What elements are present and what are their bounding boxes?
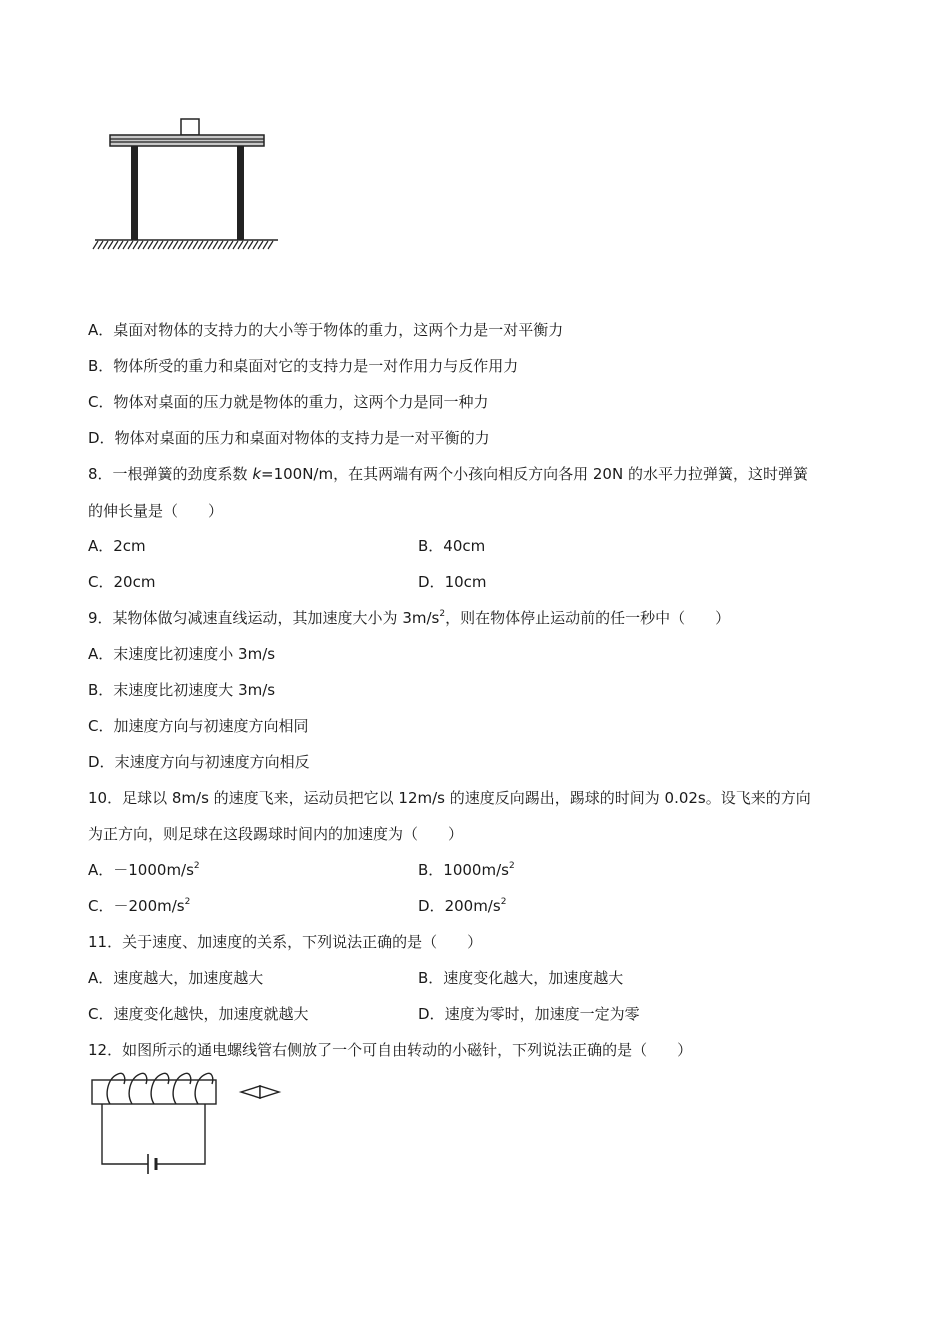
battery-icon — [148, 1154, 156, 1174]
q10-option-b — [418, 859, 515, 881]
hatch-mark — [228, 241, 233, 249]
option-letter: B． — [418, 969, 444, 987]
hatch-mark — [98, 241, 103, 249]
q8-option-a — [88, 535, 146, 557]
hatch-mark — [108, 241, 113, 249]
superscript: 2 — [508, 861, 515, 871]
option-text: 20cm — [113, 573, 156, 591]
stem-text: 8．一根弹簧的劲度系数 — [88, 465, 253, 483]
option-letter: C． — [88, 717, 114, 735]
q7-option-a — [88, 319, 563, 341]
option-letter: A． — [88, 645, 114, 663]
hatch-mark — [198, 241, 203, 249]
block — [181, 119, 199, 135]
hatch-mark — [193, 241, 198, 249]
hatch-mark — [143, 241, 148, 249]
hatch-mark — [203, 241, 208, 249]
option-letter: B． — [418, 537, 444, 555]
option-letter: C． — [88, 393, 114, 411]
option-text: 2cm — [113, 537, 146, 555]
q9-option-c — [88, 715, 309, 737]
q9-stem — [88, 607, 730, 629]
superscript: 2 — [500, 897, 507, 907]
hatch-mark — [208, 241, 213, 249]
option-letter: A． — [88, 321, 114, 339]
option-text: 速度变化越大，加速度越大 — [443, 969, 624, 987]
hatch-mark — [148, 241, 153, 249]
hatch-mark — [123, 241, 128, 249]
q11-option-d — [418, 1003, 640, 1025]
option-letter: A． — [88, 537, 114, 555]
option-text: －200m/s — [113, 897, 185, 915]
hatch-mark — [118, 241, 123, 249]
solenoid-circuit-figure — [88, 1072, 288, 1182]
option-text: 40cm — [443, 537, 486, 555]
option-letter: D． — [418, 1005, 445, 1023]
option-text: 物体对桌面的压力和桌面对物体的支持力是一对平衡的力 — [114, 429, 490, 447]
option-text: 加速度方向与初速度方向相同 — [113, 717, 309, 735]
q8-stem-line1 — [88, 463, 808, 485]
q8-option-c — [88, 571, 155, 593]
hatch-mark — [223, 241, 228, 249]
option-letter: C． — [88, 897, 114, 915]
option-text: 物体对桌面的压力就是物体的重力，这两个力是同一种力 — [113, 393, 489, 411]
q10-stem-line1: 10．足球以 8m/s 的速度飞来，运动员把它以 12m/s 的速度反向踢出，踢球的时间为 0.02s。设飞来的方向 — [88, 789, 811, 807]
q9-option-d — [88, 751, 310, 773]
option-text: 桌面对物体的支持力的大小等于物体的重力，这两个力是一对平衡力 — [113, 321, 564, 339]
option-text: 1000m/s — [443, 861, 509, 879]
stem-text: 9．某物体做匀减速直线运动，其加速度大小为 3m/s — [88, 609, 440, 627]
hatch-mark — [263, 241, 268, 249]
stem-text: =100N/m，在其两端有两个小孩向相反方向各用 20N 的水平力拉弹簧，这时弹簧 — [261, 465, 808, 483]
hatch-mark — [163, 241, 168, 249]
option-text: 物体所受的重力和桌面对它的支持力是一对作用力与反作用力 — [113, 357, 519, 375]
q12-stem: 12．如图所示的通电螺线管右侧放了一个可自由转动的小磁针，下列说法正确的是（ ） — [88, 1041, 693, 1059]
hatch-mark — [138, 241, 143, 249]
option-letter: B． — [418, 861, 444, 879]
option-text: 末速度比初速度小 3m/s — [113, 645, 276, 663]
table-leg-right — [237, 146, 244, 240]
option-letter: D． — [418, 573, 445, 591]
hatch-mark — [218, 241, 223, 249]
q9-option-a — [88, 643, 275, 665]
q11-option-a — [88, 967, 263, 989]
table-leg-left — [131, 146, 138, 240]
superscript: 2 — [439, 609, 446, 619]
option-text: 末速度方向与初速度方向相反 — [114, 753, 310, 771]
q9-option-b — [88, 679, 275, 701]
option-letter: D． — [418, 897, 445, 915]
compass-needle-icon — [241, 1086, 279, 1098]
hatch-mark — [113, 241, 118, 249]
hatch-mark — [173, 241, 178, 249]
option-text: 10cm — [444, 573, 487, 591]
q11-stem: 11．关于速度、加速度的关系，下列说法正确的是（ ） — [88, 933, 483, 951]
option-text: 速度变化越快，加速度就越大 — [113, 1005, 309, 1023]
table-with-block-figure — [90, 115, 290, 255]
hatch-mark — [93, 241, 98, 249]
hatch-mark — [248, 241, 253, 249]
hatch-mark — [183, 241, 188, 249]
circuit-wires — [102, 1104, 205, 1164]
option-letter: C． — [88, 1005, 114, 1023]
q8-option-d — [418, 571, 487, 593]
option-text: 速度越大，加速度越大 — [113, 969, 264, 987]
hatch-mark — [133, 241, 138, 249]
option-letter: D． — [88, 429, 115, 447]
q8-option-b — [418, 535, 485, 557]
q10-option-c — [88, 895, 190, 917]
option-text: 末速度比初速度大 3m/s — [113, 681, 276, 699]
hatch-mark — [168, 241, 173, 249]
option-text: 速度为零时，加速度一定为零 — [444, 1005, 640, 1023]
option-letter: B． — [88, 357, 114, 375]
option-text: 200m/s — [444, 897, 501, 915]
hatch-mark — [233, 241, 238, 249]
hatch-mark — [213, 241, 218, 249]
table-top — [110, 135, 264, 146]
superscript: 2 — [184, 897, 191, 907]
hatch-mark — [253, 241, 258, 249]
q10-stem-line2: 为正方向，则足球在这段踢球时间内的加速度为（ ） — [88, 825, 464, 843]
option-letter: D． — [88, 753, 115, 771]
hatch-mark — [178, 241, 183, 249]
option-letter: B． — [88, 681, 114, 699]
hatch-mark — [158, 241, 163, 249]
q8-stem-line2: 的伸长量是（ ） — [88, 502, 224, 520]
option-letter: A． — [88, 969, 114, 987]
q7-option-c — [88, 391, 489, 413]
hatch-mark — [238, 241, 243, 249]
q7-option-d — [88, 427, 490, 449]
superscript: 2 — [193, 861, 200, 871]
hatch-mark — [188, 241, 193, 249]
option-letter: C． — [88, 573, 114, 591]
q11-option-b — [418, 967, 623, 989]
symbol-k: k — [252, 465, 262, 483]
ground-hatching — [93, 241, 273, 249]
hatch-mark — [268, 241, 273, 249]
hatch-mark — [258, 241, 263, 249]
stem-text: ，则在物体停止运动前的任一秒中（ ） — [445, 609, 731, 627]
q10-option-d — [418, 895, 506, 917]
option-text: －1000m/s — [113, 861, 194, 879]
hatch-mark — [243, 241, 248, 249]
hatch-mark — [103, 241, 108, 249]
option-letter: A． — [88, 861, 114, 879]
hatch-mark — [153, 241, 158, 249]
q7-option-b — [88, 355, 518, 377]
q11-option-c — [88, 1003, 309, 1025]
q10-option-a — [88, 859, 200, 881]
hatch-mark — [128, 241, 133, 249]
